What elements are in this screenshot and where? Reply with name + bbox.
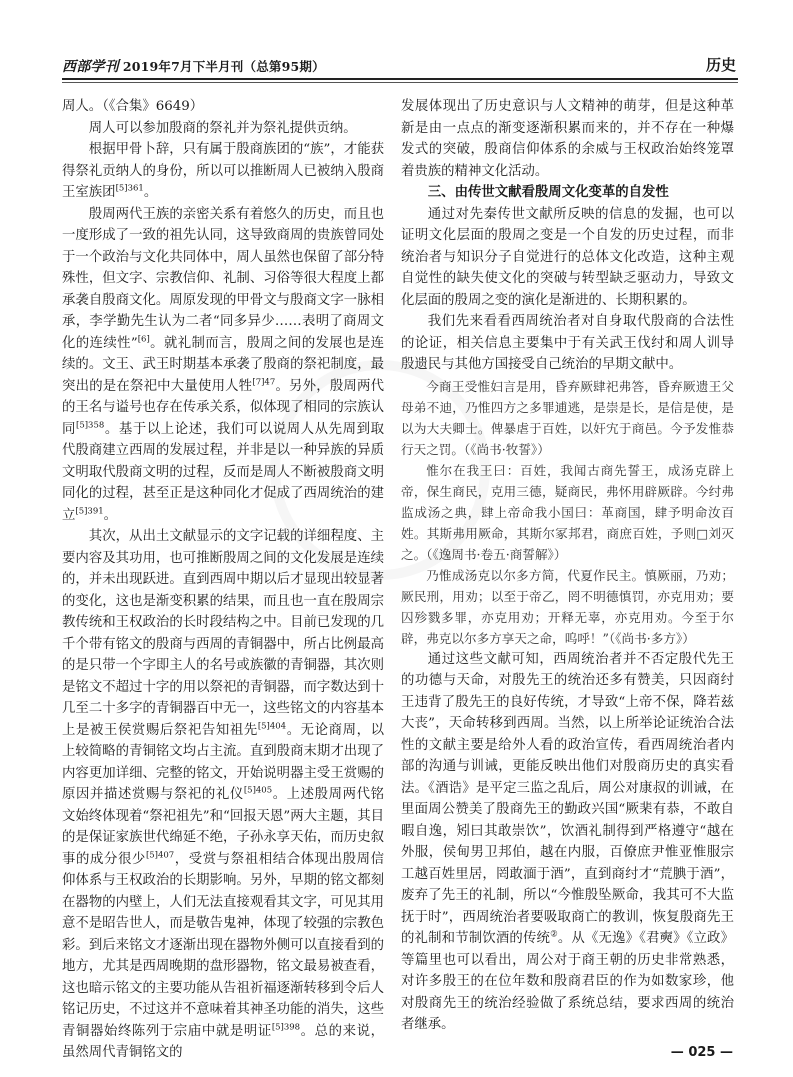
body-paragraph <box>401 96 734 182</box>
journal-name: 西部学刊 <box>62 59 119 75</box>
paragraph-text: 。基于以上论述，我们可以说周人从先周到取代殷商建立西周的发展过程，并非是以一种异族的异质文明取代殷商文明的过程，反而是周人不断被殷商文明同化的过程，甚至正是这种同化才促成了西周统治的建立 <box>62 421 385 523</box>
paragraph-text: 。上述殷周两代铭文始终体现着“祭祀祖先”和“回报天恩”两大主题，其目的是保证家族世代绵延不绝，子孙永享天佑，而历史叙事的成分很少 <box>62 787 385 867</box>
citation-marker: [5]405 <box>243 785 273 796</box>
paragraph-text: 。就礼制而言，殷周之间的发展也是连续的。文王、武王时期基本承袭了殷商的祭祀制度，最突出的是在祭祀中大量使用人牲 <box>62 335 384 394</box>
paragraph-text: 。另外，殷周两代的王名与谥号也存在传承关系，似体现了相同的宗族认同 <box>62 378 385 437</box>
body-paragraph <box>62 526 384 1064</box>
paragraph-text: 乃惟成汤克以尔多方简，代夏作民主。慎厥丽，乃劝；厥民刑，用劝；以至于帝乙，罔不明德慎罚，亦克用劝；要囚殄戮多罪，亦克用劝；开释无辜，亦克用劝。今至于尔辟，弗克以尔多方享天之命，呜呼！”（《尚书·多方》） <box>401 567 734 646</box>
body-paragraph <box>62 118 384 140</box>
citation-marker: [5]407 <box>145 850 175 861</box>
paragraph-text: 。 <box>103 507 118 523</box>
citation-marker: [5]358 <box>76 420 105 431</box>
body-paragraph <box>401 649 734 1036</box>
paragraph-text: 三、由传世文献看殷周文化变革的自发性 <box>427 185 669 200</box>
paragraph-text: 。从《无逸》《君奭》《立政》等篇里也可以看出，周公对于商王朝的历史非常熟悉，对许多殷王的在位年数和殷商君臣的作为如数家珍，他对殷商先王的统治经验做了系统总结，要求西周的统治者继承。 <box>401 931 734 1032</box>
page-header <box>62 54 738 80</box>
block-quotation <box>401 376 734 460</box>
citation-marker: ② <box>550 929 558 940</box>
body-paragraph <box>62 96 384 118</box>
section-heading <box>401 182 734 204</box>
header-journal-info <box>62 56 325 76</box>
citation-marker: [5]361 <box>115 183 144 194</box>
issue-info: 2019年7月下半月刊（总第95期） <box>122 59 325 74</box>
paragraph-text: 。总的来说，虽然周代青铜铭文的 <box>62 1023 385 1060</box>
paragraph-text: 我们先来看看西周统治者对自身取代殷商的合法性的论证，相关信息主要集中于有关武王伐纣和周人训导殷遗民与其他方国接受自己统治的早期文献中。 <box>401 314 734 372</box>
page-number: — 025 — <box>670 1045 733 1060</box>
paragraph-text: 殷周两代王族的亲密关系有着悠久的历史，而且也一度形成了一致的祖先认同，这导致商周的贵族曾同处于一个政治与文化共同体中，周人虽然也保留了部分特殊性，但文字、宗教信仰、礼制、习俗等很大程度上都承袭自殷商文化。周原发现的甲骨文与殷商文字一脉相承，李学勤先生认为二者“同多异少……表明了商周文化的连续性” <box>62 206 384 351</box>
paragraph-text: 惟尔在我王曰：百姓，我闻古商先誓王，成汤克辟上帝，保生商民，克用三德，疑商民，弗怀用辟厥辟。今纣弗监成汤之典，肆上帝命我小国曰：革商国，肆予明命汝百姓。其斯弗用厥命，其斯尔冢邦君，商庶百姓，予则□刘灭之。（《逸周书·卷五·商誓解》） <box>401 462 734 562</box>
paragraph-text: 周人可以参加殷商的祭礼并为祭礼提供贡纳。 <box>88 120 357 136</box>
header-rule-thin <box>62 82 738 83</box>
right-text-column <box>401 96 734 1036</box>
citation-marker: [7]47 <box>252 377 276 388</box>
paragraph-text: 。 <box>143 185 158 200</box>
paragraph-text: 根据甲骨卜辞，只有属于殷商族团的“族”，才能获得祭礼贡纳人的身份，所以可以推断周人已被纳入殷商王室族团 <box>62 142 384 200</box>
paragraph-text: 周人。（《合集》6649） <box>62 99 204 114</box>
header-rule-thick <box>62 78 738 80</box>
left-text-column <box>62 96 384 1064</box>
body-paragraph <box>401 311 734 376</box>
block-quotation <box>401 460 734 565</box>
paragraph-text: 发展体现出了历史意识与人文精神的萌芽，但是这种革新是由一点点的渐变逐渐积累而来的，并不存在一种爆发式的突破，殷商信仰体系的余威与王权政治始终笼罩着贵族的精神文化活动。 <box>401 99 734 179</box>
citation-marker: [5]391 <box>75 506 104 517</box>
body-paragraph <box>62 139 384 204</box>
paragraph-text: 今商王受惟妇言是用，昏弃厥肆祀弗答，昏弃厥遗王父母弟不迪，乃惟四方之多罪逋逃，是崇是长，是信是使，是以为大夫卿士。俾暴虐于百姓，以奸宄于商邑。今予发惟恭行天之罚。（《尚书·牧誓》） <box>401 378 734 457</box>
citation-marker: [5]398 <box>271 1022 301 1033</box>
paragraph-text: 通过这些文献可知，西周统治者并不否定殷代先王的功德与天命，对殷先王的统治还多有赞美，只因商纣王违背了殷先王的良好传统，才导致“上帝不保，降若兹大丧”，天命转移到西周。当然，以上所举论证统治合法性的文献主要是给外人看的政治宣传，看西周统治者内部的沟通与训诫，更能反映出他们对殷商历史的真实看法。《酒诰》是平定三监之乱后，周公对康叔的训诫，在里面周公赞美了殷商先王的勤政兴国“厥棐有恭，不敢自暇自逸，矧曰其敢崇饮”，饮酒礼制得到严格遵守“越在外服，侯甸男卫邦伯，越在内服，百僚庶尹惟亚惟服宗工越百姓里居，罔敢湎于酒”，直到商纣才“荒腆于酒”，废弃了先王的礼制，所以“今惟殷坠厥命，我其可不大监抚于时”，西周统治者要吸取商亡的教训，恢复殷商先王的礼制和节制饮酒的传统 <box>401 651 734 946</box>
block-quotation <box>401 565 734 649</box>
body-paragraph <box>401 204 734 312</box>
body-paragraph <box>62 204 384 527</box>
paragraph-text: 。无论商周，以上较简略的青铜铭文均占主流。直到殷商末期才出现了内容更加详细、完整的铭文，开始说明器主受王赏赐的原因并描述赏赐与祭祀的礼仪 <box>62 722 385 802</box>
citation-marker: [6] <box>137 334 150 345</box>
citation-marker: [5]404 <box>257 721 287 732</box>
paragraph-text: 其次，从出土文献显示的文字记载的详细程度、主要内容及其功用，也可推断殷周之间的文化发展是连续的，并未出现跃进。直到西周中期以后才显现出较显著的变化，这也是渐变积累的结果，而且也一直在殷周宗教传统和王权政治的长时段结构之中。目前已发现的几千个带有铭文的殷商与西周的青铜器中，所占比例最高的是只带一个字即主人的名号或族徽的青铜器，其次则是铭文不超过十字的用以祭祀的青铜器，而字数达到十几至二十多字的青铜器百中无一，这些铭文的内容基本上是被王侯赏赐后祭祀告知祖先 <box>62 529 384 738</box>
paragraph-text: ，受赏与祭祖相结合体现出殷周信仰体系与王权政治的长期影响。另外，早期的铭文都刻在器物的内壁上，人们无法直接观看其文字，可见其用意不是昭告世人，而是敬告鬼神，体现了较强的宗教色彩。到后来铭文才逐渐出现在器物外侧可以直接看到的地方，尤其是西周晚期的盘形器物，铭文最易被查看，这也暗示铭文的主要功能从告祖祈福逐渐转移到令后人铭记历史，不过这并不意味着其神圣功能的消失，这些青铜器始终陈列于宗庙中就是明证 <box>62 851 385 1039</box>
section-title: 历史 <box>705 56 736 74</box>
paragraph-text: 通过对先秦传世文献所反映的信息的发掘，也可以证明文化层面的殷周之变是一个自发的历史过程，而非统治者与知识分子自觉进行的总体文化改造，这种主观自觉性的缺失使文化的突破与转型缺乏驱动力，导致文化层面的殷周之变的演化是渐进的、长期积累的。 <box>401 206 734 308</box>
